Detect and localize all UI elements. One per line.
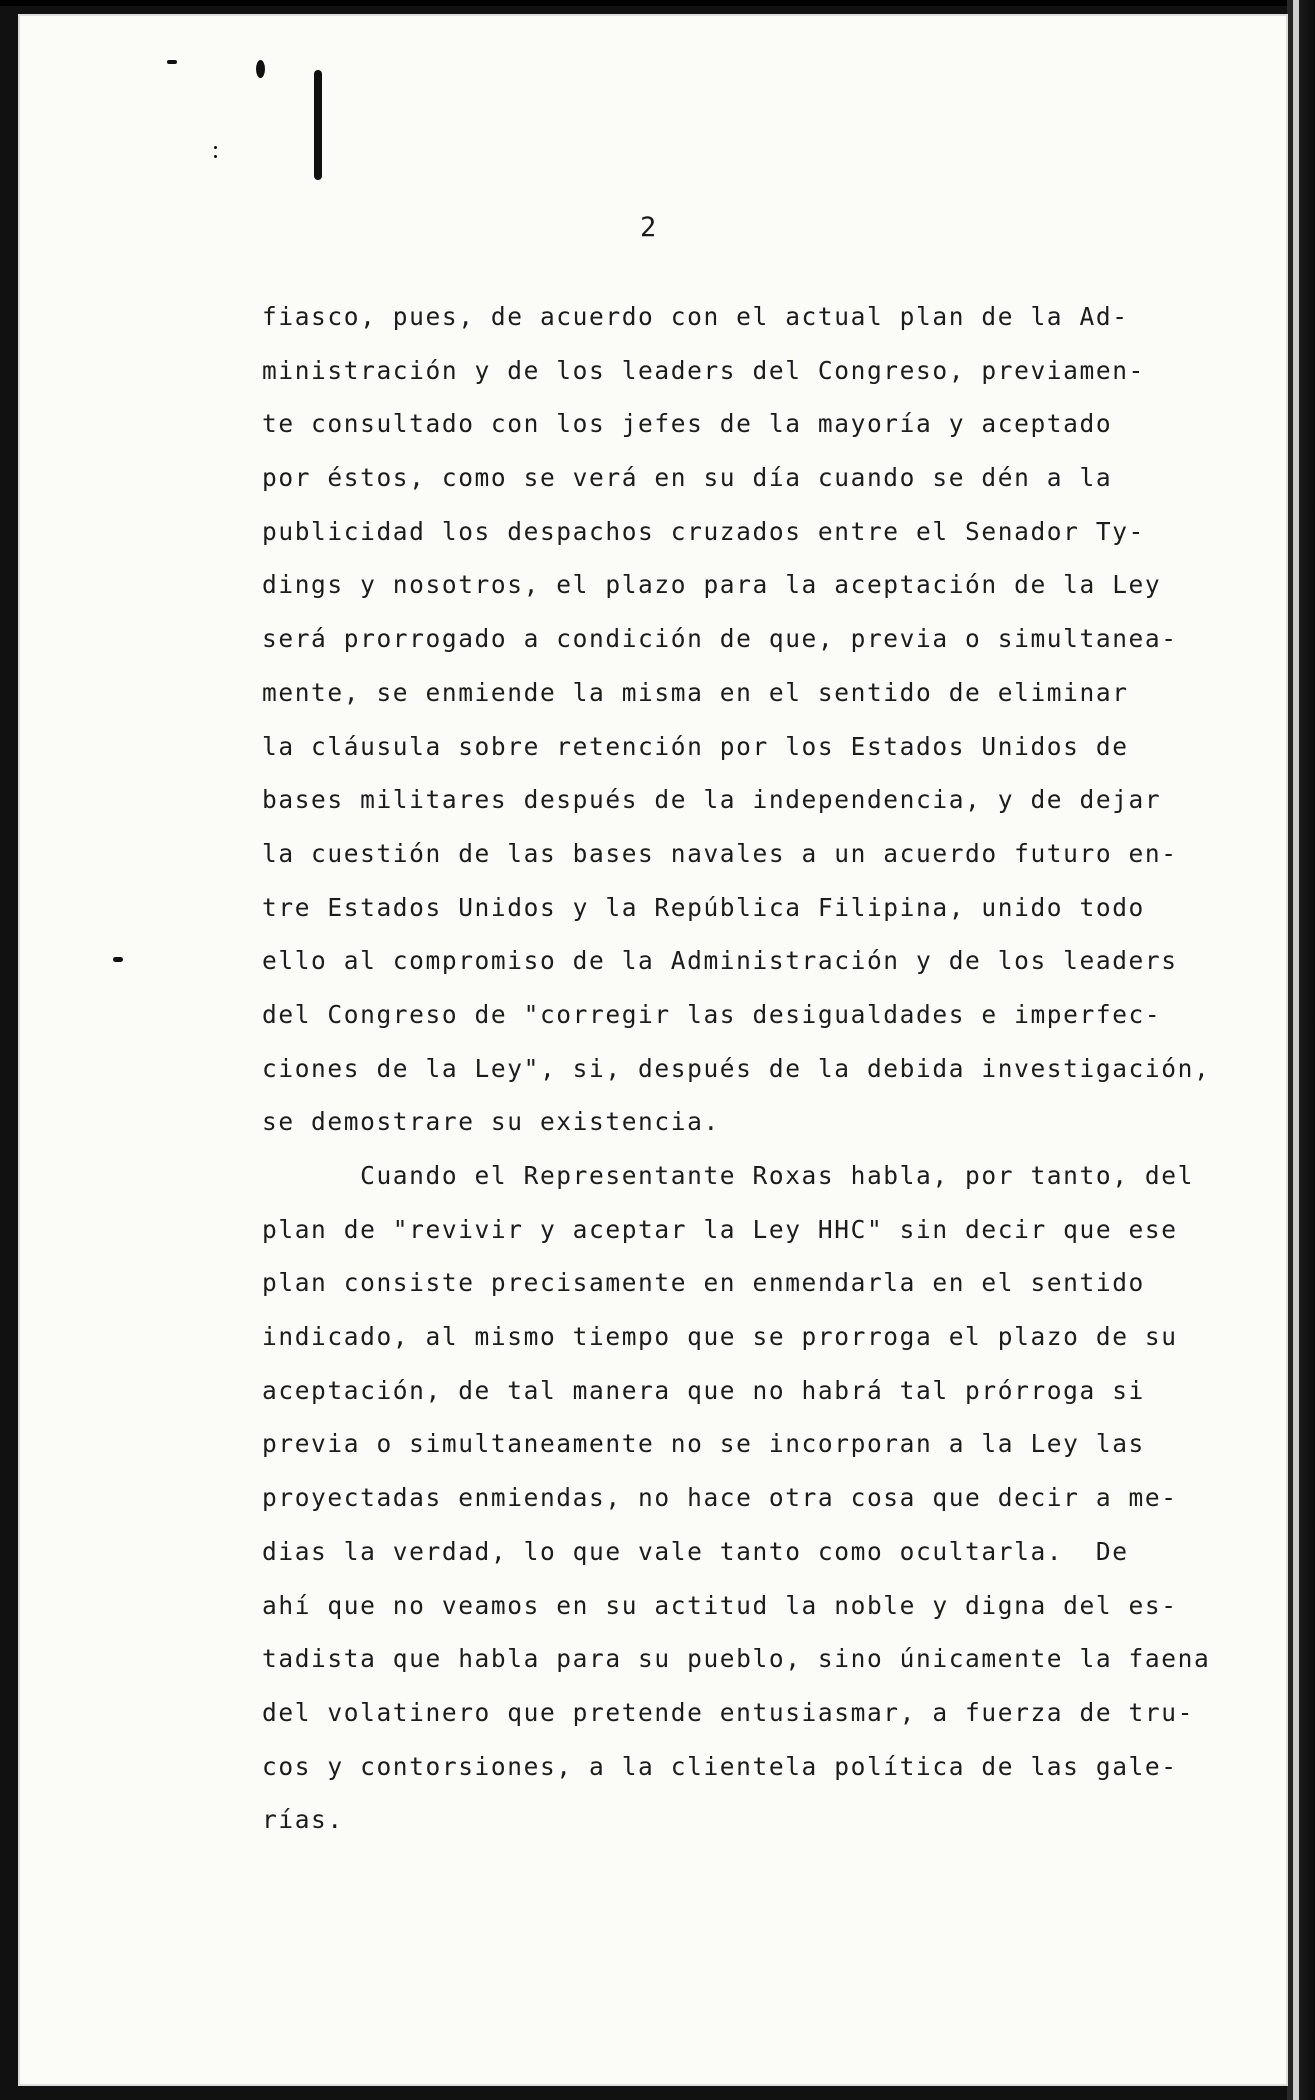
text-line: se demostrare su existencia. bbox=[262, 1107, 720, 1137]
scan-speck bbox=[214, 146, 217, 149]
text-line: bases militares después de la independencia, y de dejar bbox=[262, 785, 1162, 815]
scan-speck bbox=[314, 70, 322, 180]
margin-mark bbox=[113, 957, 123, 962]
text-line: la cuestión de las bases navales a un acuerdo futuro en- bbox=[262, 838, 1178, 868]
text-line: dings y nosotros, el plazo para la aceptación de la Ley bbox=[262, 570, 1162, 600]
text-line: será prorrogado a condición de que, previa o simultanea- bbox=[262, 624, 1178, 654]
text-line: tre Estados Unidos y la República Filipina, unido todo bbox=[262, 892, 1145, 922]
text-line: plan consiste precisamente en enmendarla en el sentido bbox=[262, 1268, 1145, 1298]
scan-top-edge bbox=[0, 0, 1315, 6]
text-line: rías. bbox=[262, 1805, 344, 1835]
text-line: tadista que habla para su pueblo, sino únicamente la faena bbox=[262, 1644, 1211, 1674]
text-line: Cuando el Representante Roxas habla, por tanto, del bbox=[262, 1161, 1194, 1190]
text-line: cos y contorsiones, a la clientela política de las gale- bbox=[262, 1751, 1178, 1781]
text-line: fiasco, pues, de acuerdo con el actual plan de la Ad- bbox=[262, 302, 1129, 331]
scan-speck bbox=[256, 60, 265, 78]
text-line: mente, se enmiende la misma en el sentido de eliminar bbox=[262, 677, 1129, 707]
text-line: aceptación, de tal manera que no habrá tal prórroga si bbox=[262, 1375, 1145, 1405]
text-line: te consultado con los jefes de la mayoría y aceptado bbox=[262, 409, 1113, 439]
scan-speck bbox=[167, 60, 177, 64]
text-line: proyectadas enmiendas, no hace otra cosa que decir a me- bbox=[262, 1483, 1178, 1513]
text-line: la cláusula sobre retención por los Estados Unidos de bbox=[262, 731, 1129, 761]
text-line: ciones de la Ley", si, después de la debida investigación, bbox=[262, 1053, 1211, 1083]
text-line: plan de "revivir y aceptar la Ley HHC" sin decir que ese bbox=[262, 1214, 1178, 1244]
text-line: dias la verdad, lo que vale tanto como ocultarla. De bbox=[262, 1536, 1129, 1566]
scan-right-edge bbox=[1287, 0, 1315, 2100]
page-number: 2 bbox=[640, 212, 658, 243]
text-line: del volatinero que pretende entusiasmar, a fuerza de tru- bbox=[262, 1697, 1194, 1727]
text-line: previa o simultaneamente no se incorporan a la Ley las bbox=[262, 1429, 1145, 1459]
scan-speck bbox=[214, 155, 217, 158]
text-line: ello al compromiso de la Administración y de los leaders bbox=[262, 946, 1178, 976]
text-line: ahí que no veamos en su actitud la noble y digna del es- bbox=[262, 1590, 1178, 1620]
text-line: del Congreso de "corregir las desigualdades e imperfec- bbox=[262, 999, 1162, 1029]
text-line: ministración y de los leaders del Congreso, previamen- bbox=[262, 355, 1145, 385]
body-text bbox=[262, 290, 1211, 1847]
text-line: indicado, al mismo tiempo que se prorroga el plazo de su bbox=[262, 1322, 1178, 1352]
text-line: publicidad los despachos cruzados entre el Senador Ty- bbox=[262, 516, 1145, 546]
text-line: por éstos, como se verá en su día cuando se dén a la bbox=[262, 463, 1113, 493]
